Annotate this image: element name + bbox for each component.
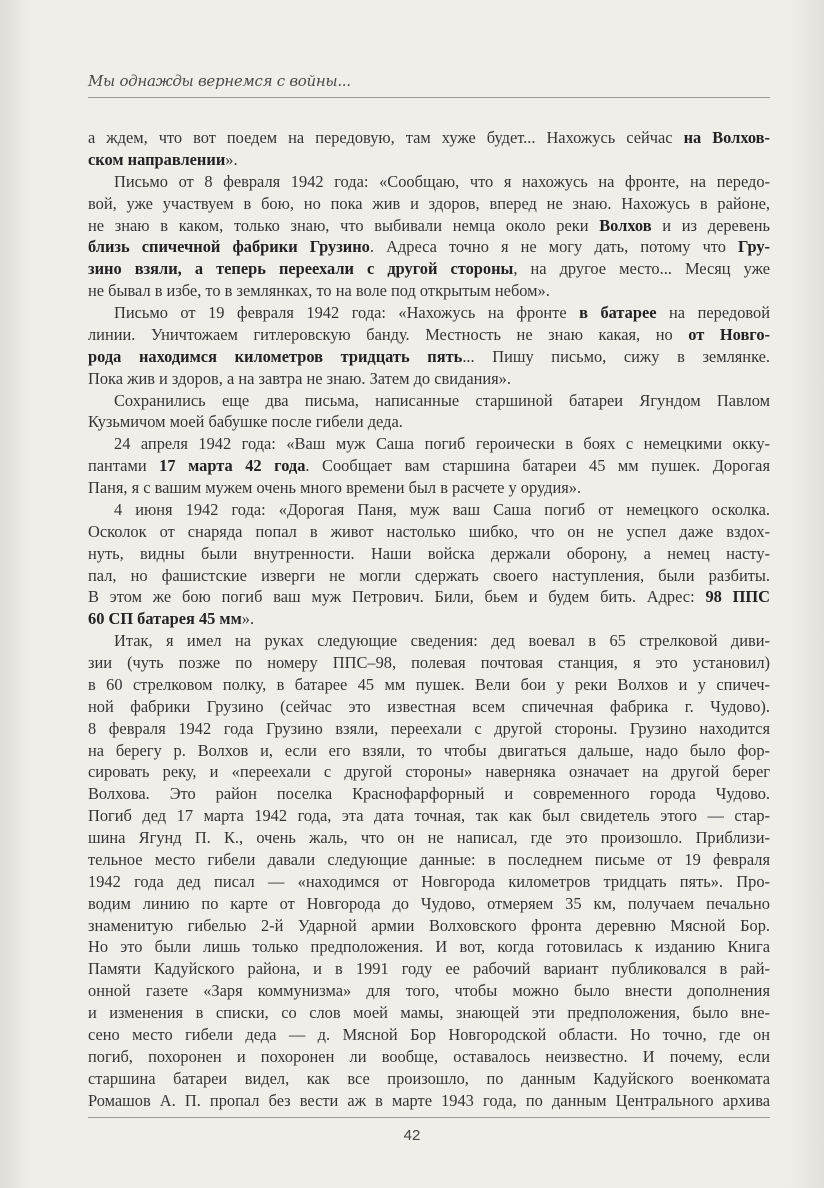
text-line	[88, 171, 770, 193]
bold-text: в батарее	[579, 303, 657, 322]
text-line	[88, 433, 770, 455]
text-line	[88, 586, 770, 608]
text-line	[88, 783, 770, 805]
text-line	[88, 477, 770, 499]
text-segment: Волхова. Это район поселка Краснофарфорный и современного города Чудово.	[88, 784, 770, 804]
paragraph	[88, 171, 770, 302]
text-line	[88, 236, 770, 258]
text-segment: зии (чуть позже по номеру ППС–98, полевая почтовая станция, я это установил)	[88, 653, 770, 672]
text-segment: ».	[225, 149, 238, 169]
text-segment: Ромашов А. П. пропал без вести аж в марте 1943 года, по данным Центрального архива	[88, 1090, 770, 1110]
bold-text: Гру-	[738, 237, 770, 257]
text-line	[88, 215, 770, 237]
text-line	[88, 346, 770, 368]
text-segment: тельное место гибели давали следующие данные: в последнем письме от 19 февраля	[88, 849, 770, 869]
text-line	[88, 543, 770, 565]
text-segment: Пока жив и здоров, а на завтра не знаю. Затем до свидания».	[88, 368, 511, 388]
text-segment: Погиб дед 17 марта 1942 года, эта дата точная, так как был свидетель этого — стар-	[88, 806, 770, 826]
text-line	[88, 390, 770, 412]
text-segment: сено место гибели деда — д. Мясной Бор Новгородской области. Но точно, где он	[88, 1024, 770, 1044]
text-segment: В этом же бою погиб ваш муж Петрович. Били, бьем и будем бить. Адрес:	[88, 587, 706, 607]
footer-divider	[88, 1117, 770, 1118]
paragraph	[88, 302, 770, 390]
text-segment: онной газете «Заря коммунизма» для того, чтобы можно было внести дополнения	[88, 981, 770, 1001]
text-segment: 1942 года дед писал — «находимся от Новгорода километров тридцать пять». Про-	[88, 871, 770, 891]
text-line	[88, 740, 770, 762]
text-segment: водим линию по карте от Новгорода до Чудово, отмеряем 35 км, получаем печально	[88, 893, 770, 913]
text-segment: пантами	[88, 456, 160, 476]
text-line	[88, 674, 770, 696]
bold-text: зино взяли, а теперь переехали с другой стороны	[88, 259, 514, 279]
text-segment: знаменитую гибелью 2-й Ударной армии Волховского фронта деревню Мясной Бор.	[88, 915, 770, 935]
body-text	[88, 127, 770, 1111]
text-line	[88, 652, 770, 674]
text-segment: а ждем, что вот поедем на передовую, там хуже будет... Нахожусь сейчас	[88, 128, 684, 147]
text-segment: Итак, я имел на руках следующие сведения: дед воевал в 65 стрелковой диви-	[114, 631, 770, 651]
text-segment: Паня, я с вашим мужем очень много времени был в расчете у орудия».	[88, 478, 582, 497]
text-segment: , на другое место... Месяц уже	[513, 259, 770, 279]
text-segment: 24 апреля 1942 года: «Ваш муж Саша погиб героически в боях с немецкими окку-	[114, 434, 770, 454]
text-segment: на берегу р. Волхов и, если его взяли, то чтобы двигаться дальше, надо было фор-	[88, 740, 770, 760]
paragraph	[88, 630, 770, 1111]
bold-text: от Новго-	[688, 324, 770, 344]
text-line	[88, 368, 770, 390]
text-line	[88, 324, 770, 346]
bold-text: 98 ППС	[705, 587, 770, 607]
text-segment: в 60 стрелковом полку, в батарее 45 мм пушек. Вели бои у реки Волхов и у спичеч-	[88, 674, 770, 694]
text-segment: Письмо от 8 февраля 1942 года: «Сообщаю, что я нахожусь на фронте, на передо-	[114, 171, 770, 191]
bold-text: 60 СП батарея 45 мм	[88, 609, 242, 629]
text-segment: и из деревень	[651, 215, 770, 235]
paragraph	[88, 499, 770, 630]
text-segment: и изменения в списки, со слов моей мамы, знающей эти предположения, было вне-	[88, 1003, 770, 1022]
text-line	[88, 630, 770, 652]
text-segment: Памяти Кадуйского района, и в 1991 году ее рабочий вариант публиковался в рай-	[88, 959, 770, 979]
text-line	[88, 499, 770, 521]
paragraph	[88, 390, 770, 434]
text-line	[88, 1002, 770, 1024]
text-line	[88, 411, 770, 433]
text-line	[88, 696, 770, 718]
text-line	[88, 718, 770, 740]
text-segment: не бывал в избе, то в землянках, то на воле под открытым небом».	[88, 281, 550, 301]
text-segment: Осколок от снаряда попал в живот настолько шибко, что он не успел даже вздох-	[88, 521, 770, 541]
text-line	[88, 258, 770, 280]
bold-text: ском направлении	[88, 149, 226, 169]
text-line	[88, 805, 770, 827]
text-segment: . Адреса точно я не могу дать, потому что	[369, 237, 739, 257]
text-segment: пал, но фашистские изверги не могли сдержать своего наступления, были разбиты.	[88, 565, 770, 585]
bold-text: Волхов	[599, 215, 652, 235]
text-line	[88, 149, 770, 171]
text-line	[88, 915, 770, 937]
text-line	[88, 761, 770, 783]
text-segment: . Сообщает вам старшина батареи 45 мм пушек. Дорогая	[305, 456, 770, 476]
text-segment: Кузьмичом моей бабушке после гибели деда.	[88, 412, 403, 432]
text-segment: ной фабрики Грузино (сейчас это известная всем спичечная фабрика г. Чудово).	[88, 696, 770, 716]
text-line	[88, 127, 770, 149]
bold-text: близь спичечной фабрики Грузино	[88, 237, 370, 257]
text-segment: вой, уже участвуем в бою, но пока жив и здоров, вперед не знаю. Нахожусь в районе,	[88, 193, 770, 213]
text-segment: Письмо от 19 февраля 1942 года: «Нахожусь на фронте	[114, 303, 580, 322]
running-header-title: Мы однажды вернемся с войны...	[88, 72, 351, 90]
text-line	[88, 193, 770, 215]
text-segment: 8 февраля 1942 года Грузино взяли, переехали с другой стороны. Грузино находится	[88, 718, 770, 738]
bold-text: 17 марта 42 года	[159, 456, 306, 476]
text-line	[88, 521, 770, 543]
text-segment: нуть, видны были внутренности. Наши войска держали оборону, а немец насту-	[88, 543, 770, 563]
text-line	[88, 827, 770, 849]
bold-text: рода находимся километров тридцать пять	[88, 346, 463, 366]
text-line	[88, 565, 770, 587]
text-line	[88, 1024, 770, 1046]
text-line	[88, 958, 770, 980]
text-line	[88, 980, 770, 1002]
text-line	[88, 893, 770, 915]
text-segment: 4 июня 1942 года: «Дорогая Паня, муж ваш Саша погиб от немецкого осколка.	[114, 499, 770, 519]
header-divider	[88, 97, 770, 98]
text-segment: Сохранились еще два письма, написанные старшиной батареи Ягундом Павлом	[114, 390, 770, 410]
text-segment: на передовой	[656, 303, 771, 322]
text-line	[88, 1090, 770, 1112]
text-line	[88, 1046, 770, 1068]
bold-text: на Волхов-	[683, 128, 770, 147]
paragraph	[88, 127, 770, 171]
text-segment: линии. Уничтожаем гитлеровскую банду. Местность не знаю какая, но	[88, 324, 689, 344]
text-line	[88, 302, 770, 324]
text-line	[88, 280, 770, 302]
text-line	[88, 455, 770, 477]
text-segment: старшина батареи видел, как все произошло, по данным Кадуйского военкомата	[88, 1068, 770, 1088]
text-line	[88, 1068, 770, 1090]
text-segment: Но это были лишь только предположения. И вот, когда готовилась к изданию Книга	[88, 937, 770, 957]
text-segment: шина Ягунд П. К., очень жаль, что он не написал, где это произошло. Приблизи-	[88, 828, 770, 847]
text-segment: ... Пишу письмо, сижу в землянке.	[462, 346, 770, 366]
text-line	[88, 608, 770, 630]
page-number: 42	[403, 1127, 421, 1144]
text-line	[88, 871, 770, 893]
paragraph	[88, 433, 770, 499]
text-segment: погиб, похоронен и похоронен ли вообще, оставалось неизвестно. И почему, если	[88, 1046, 770, 1066]
text-segment: ».	[241, 609, 255, 629]
text-segment: не знаю в каком, только знаю, что выбивали немца около реки	[88, 215, 600, 235]
text-line	[88, 849, 770, 871]
text-line	[88, 936, 770, 958]
text-segment: сировать реку, и «переехали с другой стороны» наверняка означает на другой берег	[88, 762, 770, 782]
